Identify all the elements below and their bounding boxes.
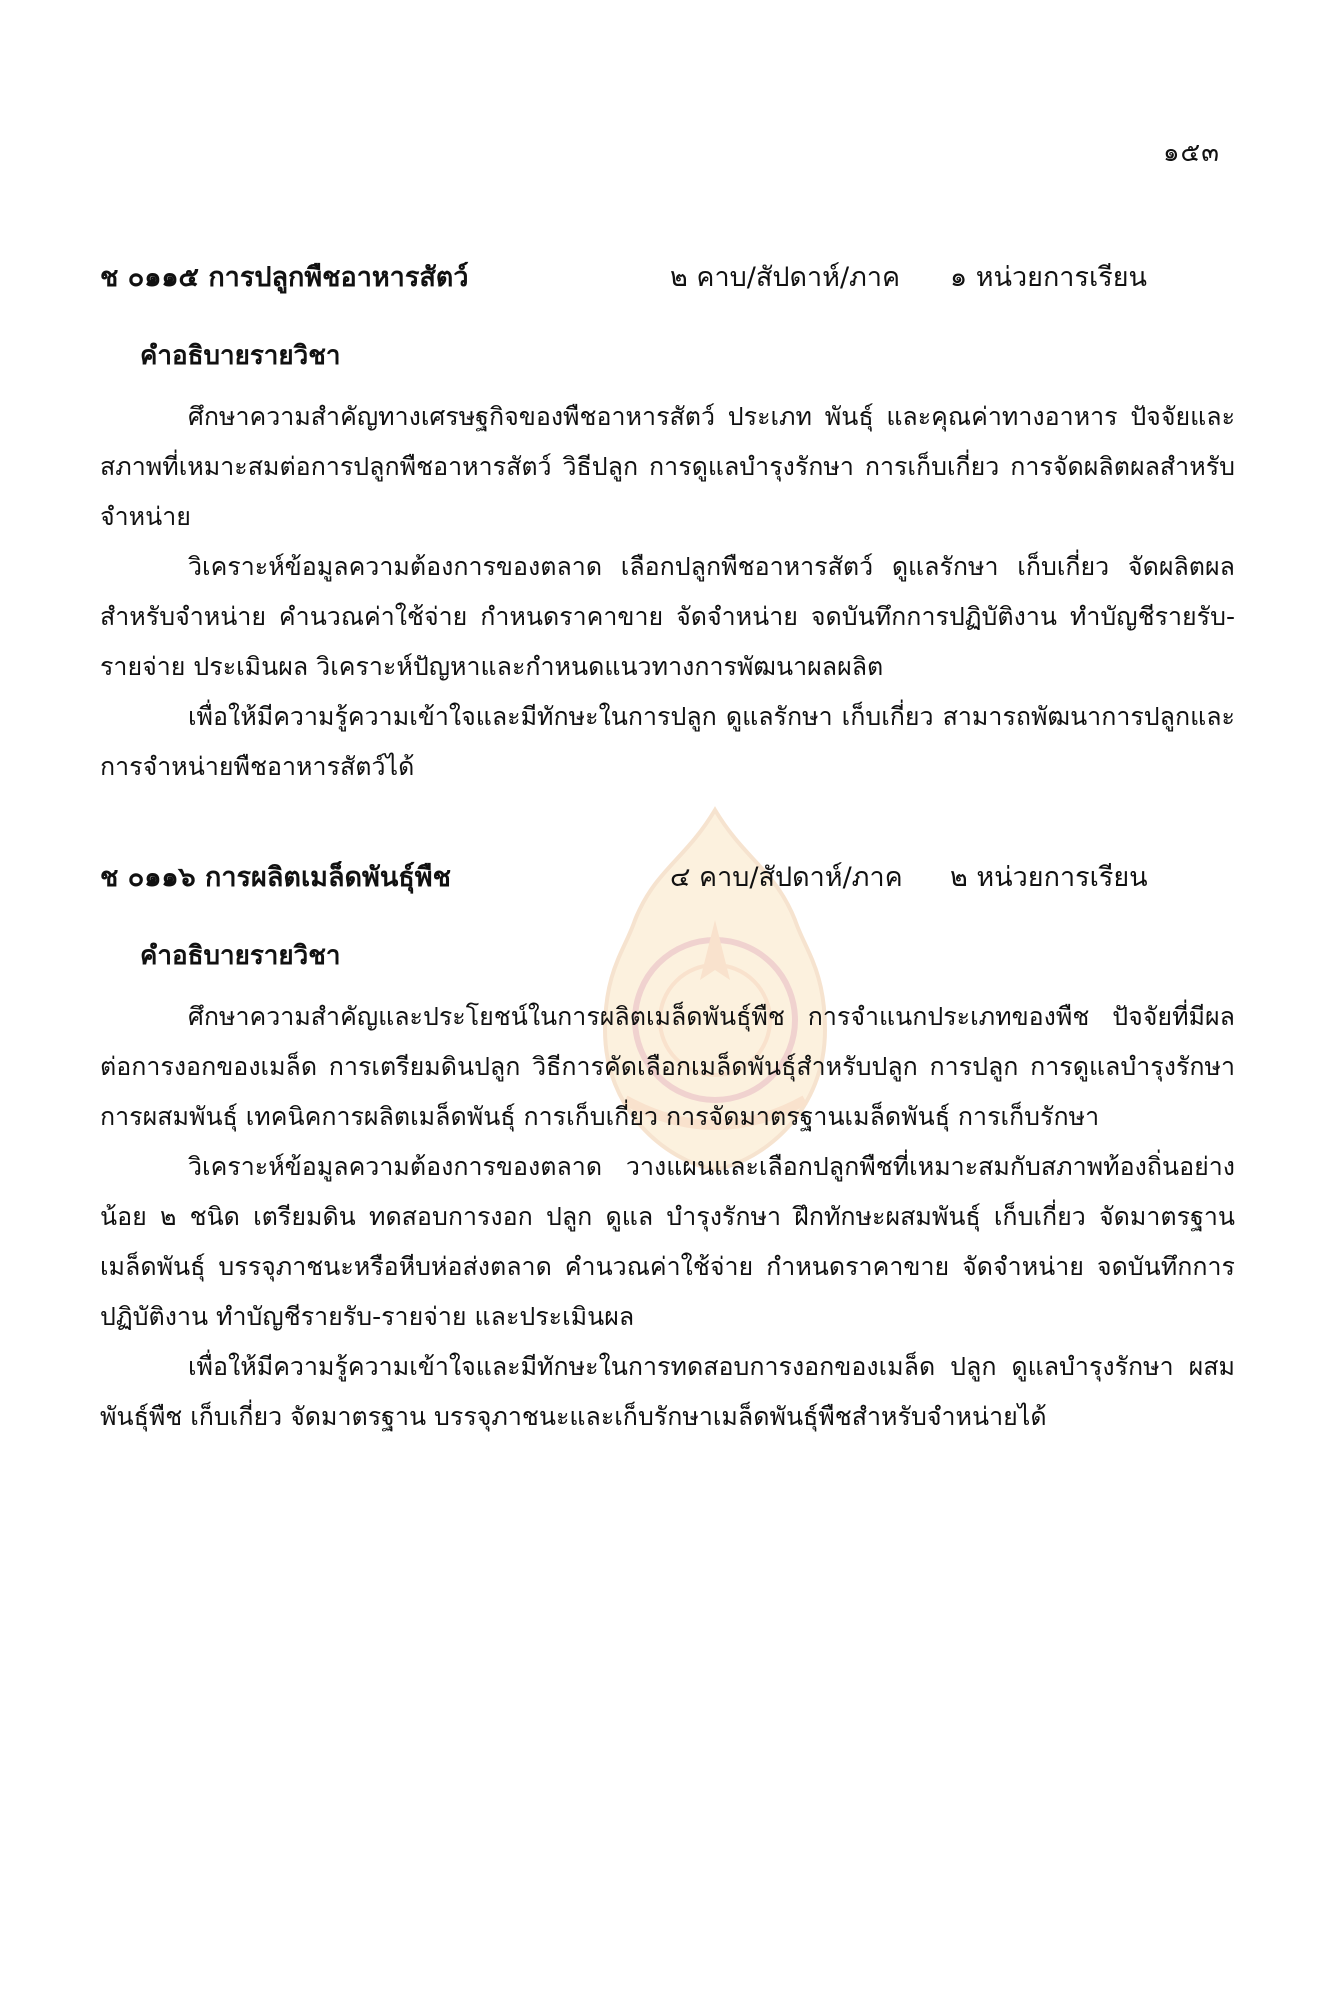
course-hours: ๔ คาบ/สัปดาห์/ภาค bbox=[670, 862, 903, 893]
course-code: ช ๐๑๑๕ bbox=[100, 262, 199, 293]
description-paragraph: วิเคราะห์ข้อมูลความต้องการของตลาด เลือกปลูกพืชอาหารสัตว์ ดูแลรักษา เก็บเกี่ยว จัดผลิตผลสำหรับจำหน่าย คำนวณค่าใช้จ่าย กำหนดราคาขาย จัดจำหน่าย จดบันทึกการปฏิบัติงาน ทำบัญชีรายรับ-รายจ่าย ประเมินผล วิเคราะห์ปัญหาและกำหนดแนวทางการพัฒนาผลผลิต bbox=[100, 552, 1235, 681]
course-credits: ๑ หน่วยการเรียน bbox=[950, 262, 1147, 293]
course-code-title bbox=[100, 855, 451, 898]
course-code: ช ๐๑๑๖ bbox=[100, 862, 196, 893]
page-number: ๑๕๓ bbox=[1163, 138, 1220, 168]
course-code-title bbox=[100, 255, 469, 298]
course-section-0115 bbox=[100, 255, 1235, 792]
description-paragraph: ศึกษาความสำคัญและประโยชน์ในการผลิตเมล็ดพันธุ์พืช การจำแนกประเภทของพืช ปัจจัยที่มีผลต่อการงอกของเมล็ด การเตรียมดินปลูก วิธีการคัดเลือกเมล็ดพันธุ์สำหรับปลูก การปลูก การดูแลบำรุงรักษา การผสมพันธุ์ เทคนิคการผลิตเมล็ดพันธุ์ การเก็บเกี่ยว การจัดมาตรฐานเมล็ดพันธุ์ การเก็บรักษา bbox=[100, 1002, 1235, 1131]
course-title: การผลิตเมล็ดพันธุ์พืช bbox=[205, 862, 451, 893]
description-paragraph: วิเคราะห์ข้อมูลความต้องการของตลาด วางแผนและเลือกปลูกพืชที่เหมาะสมกับสภาพท้องถิ่นอย่างน้อย ๒ ชนิด เตรียมดิน ทดสอบการงอก ปลูก ดูแล บำรุงรักษา ฝึกทักษะผสมพันธุ์ เก็บเกี่ยว จัดมาตรฐานเมล็ดพันธุ์ บรรจุภาชนะหรือหีบห่อส่งตลาด คำนวณค่าใช้จ่าย กำหนดราคาขาย จัดจำหน่าย จดบันทึกการปฏิบัติงาน ทำบัญชีรายรับ-รายจ่าย และประเมินผล bbox=[100, 1152, 1235, 1331]
description-heading: คำอธิบายรายวิชา bbox=[140, 341, 341, 371]
description-paragraph: เพื่อให้มีความรู้ความเข้าใจและมีทักษะในการทดสอบการงอกของเมล็ด ปลูก ดูแลบำรุงรักษา ผสมพันธุ์พืช เก็บเกี่ยว จัดมาตรฐาน บรรจุภาชนะและเก็บรักษาเมล็ดพันธุ์พืชสำหรับจำหน่ายได้ bbox=[100, 1352, 1235, 1431]
description-paragraph: เพื่อให้มีความรู้ความเข้าใจและมีทักษะในการปลูก ดูแลรักษา เก็บเกี่ยว สามารถพัฒนาการปลูกและการจำหน่ายพืชอาหารสัตว์ได้ bbox=[100, 702, 1235, 781]
course-header bbox=[100, 855, 1235, 905]
course-title: การปลูกพืชอาหารสัตว์ bbox=[208, 262, 469, 293]
description-paragraph: ศึกษาความสำคัญทางเศรษฐกิจของพืชอาหารสัตว์ ประเภท พันธุ์ และคุณค่าทางอาหาร ปัจจัยและสภาพที่เหมาะสมต่อการปลูกพืชอาหารสัตว์ วิธีปลูก การดูแลบำรุงรักษา การเก็บเกี่ยว การจัดผลิตผลสำหรับจำหน่าย bbox=[100, 402, 1235, 531]
course-credits: ๒ หน่วยการเรียน bbox=[950, 862, 1148, 893]
course-header bbox=[100, 255, 1235, 305]
course-section-0116 bbox=[100, 855, 1235, 1442]
description-heading: คำอธิบายรายวิชา bbox=[140, 941, 341, 971]
course-hours: ๒ คาบ/สัปดาห์/ภาค bbox=[670, 262, 901, 293]
